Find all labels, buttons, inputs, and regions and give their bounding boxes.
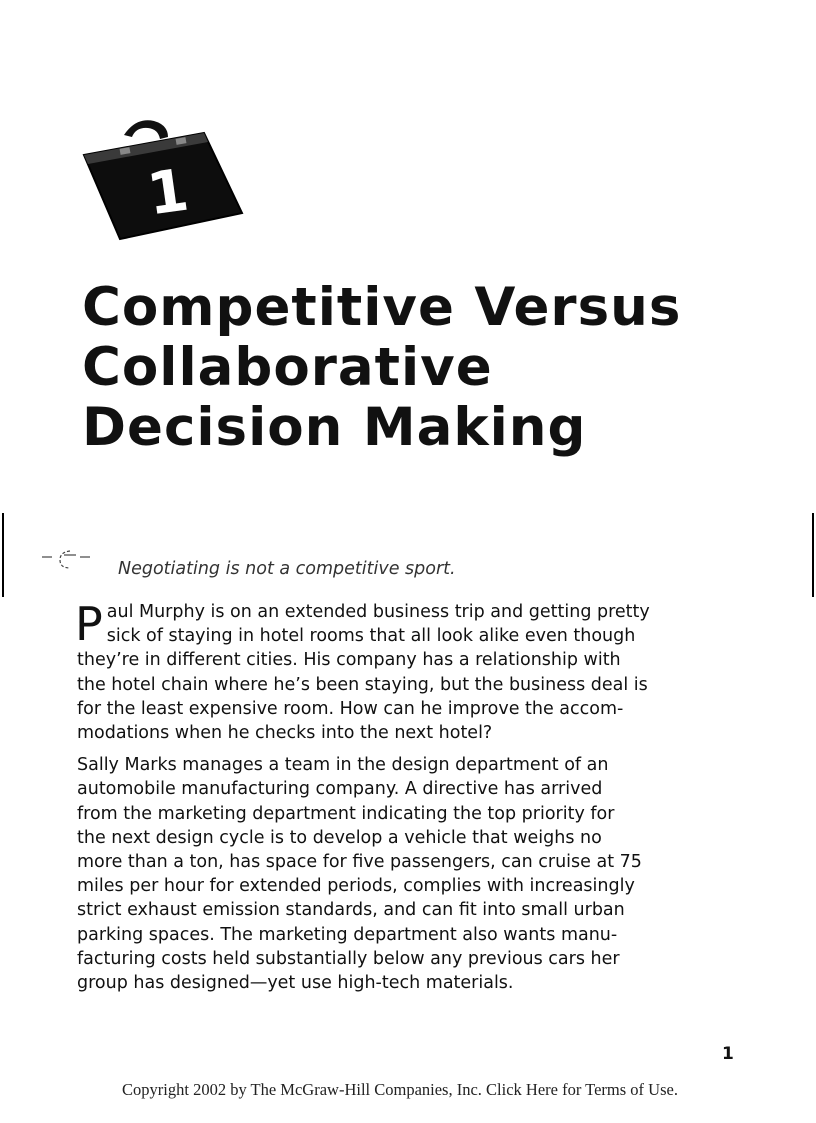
briefcase-icon	[76, 115, 246, 245]
page-number: 1	[722, 1044, 734, 1064]
margin-rule-left	[2, 513, 4, 597]
chapter-title-line: Competitive Versus	[82, 277, 682, 338]
drop-cap: P	[75, 597, 103, 651]
chapter-body	[75, 597, 757, 1003]
text-line: for the least expensive room. How can he improve the accom-	[77, 698, 624, 719]
text-line: sick of staying in hotel rooms that all look alike even though	[106, 626, 636, 647]
chapter-title-line: Decision Making	[82, 397, 587, 458]
paragraph	[75, 597, 757, 745]
epigraph-ornament-icon	[40, 548, 96, 572]
text-line: modations when he checks into the next hotel?	[77, 723, 493, 744]
text-line: miles per hour for extended periods, complies with increasingly	[77, 876, 635, 897]
copyright-link[interactable]: Copyright 2002 by The McGraw-Hill Companies, Inc. Click Here for Terms of Use.	[122, 1080, 678, 1099]
text-line: Sally Marks manages a team in the design department of an	[77, 755, 609, 776]
copyright-footer	[0, 1080, 800, 1100]
epigraph: Negotiating is not a competitive sport.	[118, 559, 456, 579]
chapter-title	[82, 278, 681, 458]
text-line: from the marketing department indicating the top priority for	[77, 803, 615, 824]
text-line: more than a ton, has space for five passengers, can cruise at 75	[77, 852, 642, 873]
text-line: they’re in different cities. His company has a relationship with	[77, 650, 621, 671]
chapter-number: 1	[143, 155, 193, 229]
margin-rule-right	[812, 513, 814, 597]
chapter-title-line: Collaborative	[82, 337, 493, 398]
text-line: parking spaces. The marketing department also wants manu-	[77, 924, 618, 945]
paragraph	[77, 753, 757, 995]
text-line: the next design cycle is to develop a vehicle that weighs no	[77, 827, 602, 848]
text-line: group has designed—yet use high-tech materials.	[77, 973, 514, 994]
text-line: aul Murphy is on an extended business trip and getting pretty	[106, 602, 650, 622]
text-line: automobile manufacturing company. A directive has arrived	[77, 779, 603, 800]
text-line: facturing costs held substantially below any previous cars her	[77, 948, 620, 969]
text-line: strict exhaust emission standards, and can fit into small urban	[77, 900, 625, 921]
text-line: the hotel chain where he’s been staying, but the business deal is	[77, 674, 648, 695]
